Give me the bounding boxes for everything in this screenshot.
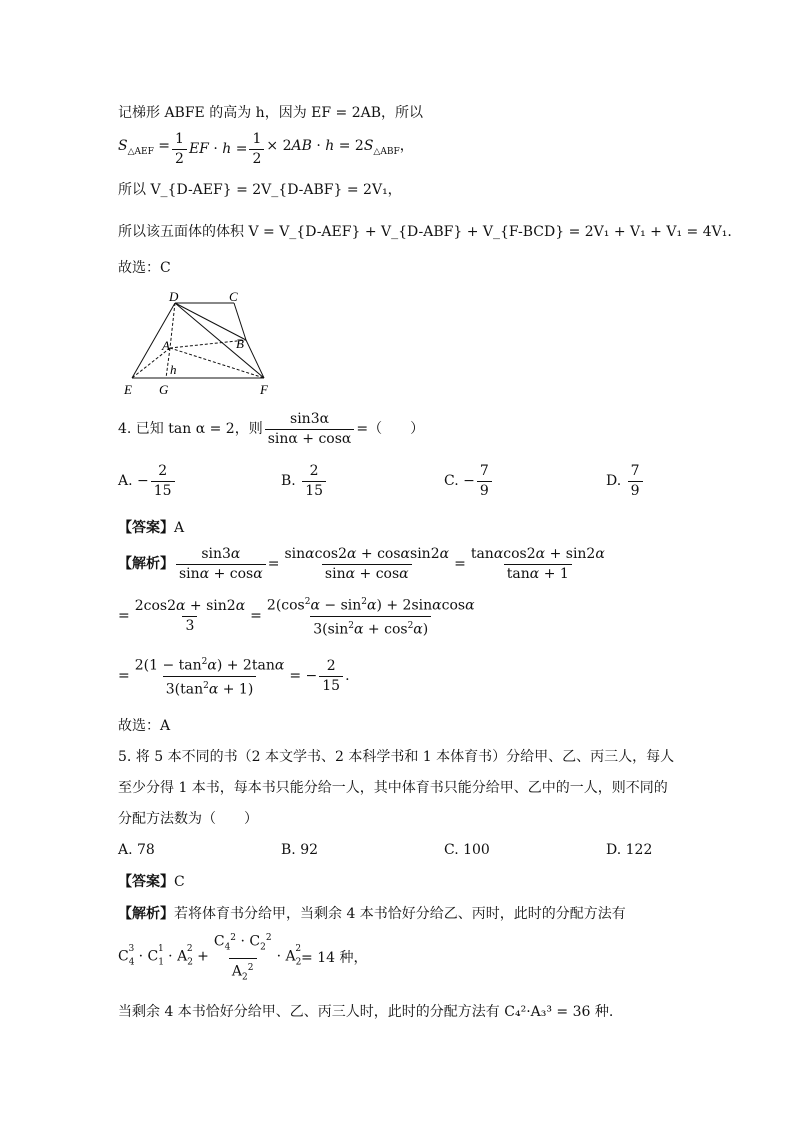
label-e: E xyxy=(124,382,132,397)
label-h: h xyxy=(170,362,177,377)
q4-analysis-line-2: = $\frac{2\cos 2\alpha + \sin 2\alpha}{3}$ = $\frac{2(\cos^2\alpha - \sin^2\alpha) + 2\sin\alpha\cos\alpha}{3(\sin^2\alpha + \cos^2\alpha)}$ xyxy=(118,596,475,638)
q4-conclusion: 故选：A xyxy=(118,718,171,734)
q5-formula: $C_4^3 \cdot C_1^1 \cdot A_2^2$ + $\frac{C_4^2 \cdot C_2^2}{A_2^2}$ · $A_2^2$ = 14 种， xyxy=(118,934,368,982)
q4-stem: 4. 已知 tan α = 2，则 $\frac{\sin 3\alpha}{\sin\alpha + \cos\alpha}$ =（ ） xyxy=(118,410,425,447)
label-b: B xyxy=(236,336,244,351)
q4-analysis-line-3: = $\frac{2(1 - \tan^2\alpha) + 2\tan\alpha}{3(\tan^2\alpha + 1)}$ = − $\frac{2}{15}$ . xyxy=(118,656,350,698)
area-formula: $S_{\triangle AEF}$ = $\frac{1}{2}$ EF · h = $\frac{1}{2}$ × $2AB \cdot h = 2S_{\triangle ABF}$， xyxy=(118,130,414,167)
text-line: 所以该五面体的体积 V = V_{D-AEF} + V_{D-ABF} + V_{F-BCD} = 2V₁ + V₁ + V₁ = 4V₁. xyxy=(118,224,732,240)
label-d: D xyxy=(169,290,179,304)
q5-analysis-line-2: 当剩余 4 本书恰好分给甲、乙、丙三人时，此时的分配方法有 C₄²·A₃³ = 36 种. xyxy=(118,1004,614,1020)
q4-option-c: C. − $\frac{7}{9}$ xyxy=(444,460,494,502)
q4-answer: 【答案】A xyxy=(118,520,185,536)
q5-analysis-line-1: 【解析】若将体育书分给甲，当剩余 4 本书恰好分给乙、丙时，此时的分配方法有 xyxy=(118,906,626,922)
q4-option-b: B. $\frac{2}{15}$ xyxy=(281,460,328,502)
q4-analysis-line-1: 【解析】 $\frac{\sin 3\alpha}{\sin\alpha + \cos\alpha}$ = $\frac{\sin\alpha\cos 2\alpha + \cos\alpha\sin 2\alpha}{\sin\alpha + \cos\alpha}$ = $\frac{\tan\alpha\cos 2\alpha + \sin 2\alpha}{\tan\alpha + 1}$ xyxy=(118,545,605,582)
q5-option-c: C. 100 xyxy=(444,842,490,858)
q4-option-a: A. − $\frac{2}{15}$ xyxy=(118,460,177,502)
q5-option-a: A. 78 xyxy=(118,842,155,858)
q5-stem-line-1: 5. 将 5 本不同的书（2 本文学书、2 本科学书和 1 本体育书）分给甲、乙、丙三人，每人 xyxy=(118,749,675,765)
q5-option-b: B. 92 xyxy=(281,842,319,858)
label-f: F xyxy=(260,382,268,397)
q5-stem-line-2: 至少分得 1 本书，每本书只能分给一人，其中体育书只能分给甲、乙中的一人，则不同的 xyxy=(118,780,668,796)
text-line: 故选：C xyxy=(118,260,171,276)
text-line: 记梯形 ABFE 的高为 h，因为 EF = 2AB，所以 xyxy=(118,105,424,121)
q4-option-d: D. $\frac{7}{9}$ xyxy=(606,460,645,502)
label-c: C xyxy=(229,290,238,304)
q5-stem-line-3: 分配方法数为（ ） xyxy=(118,811,258,827)
label-g: G xyxy=(159,382,169,397)
pentahedron-figure xyxy=(118,290,288,400)
label-a: A xyxy=(162,338,170,353)
text-line: 所以 V_{D-AEF} = 2V_{D-ABF} = 2V₁， xyxy=(118,182,402,198)
q5-option-d: D. 122 xyxy=(606,842,653,858)
q5-answer: 【答案】C xyxy=(118,874,185,890)
